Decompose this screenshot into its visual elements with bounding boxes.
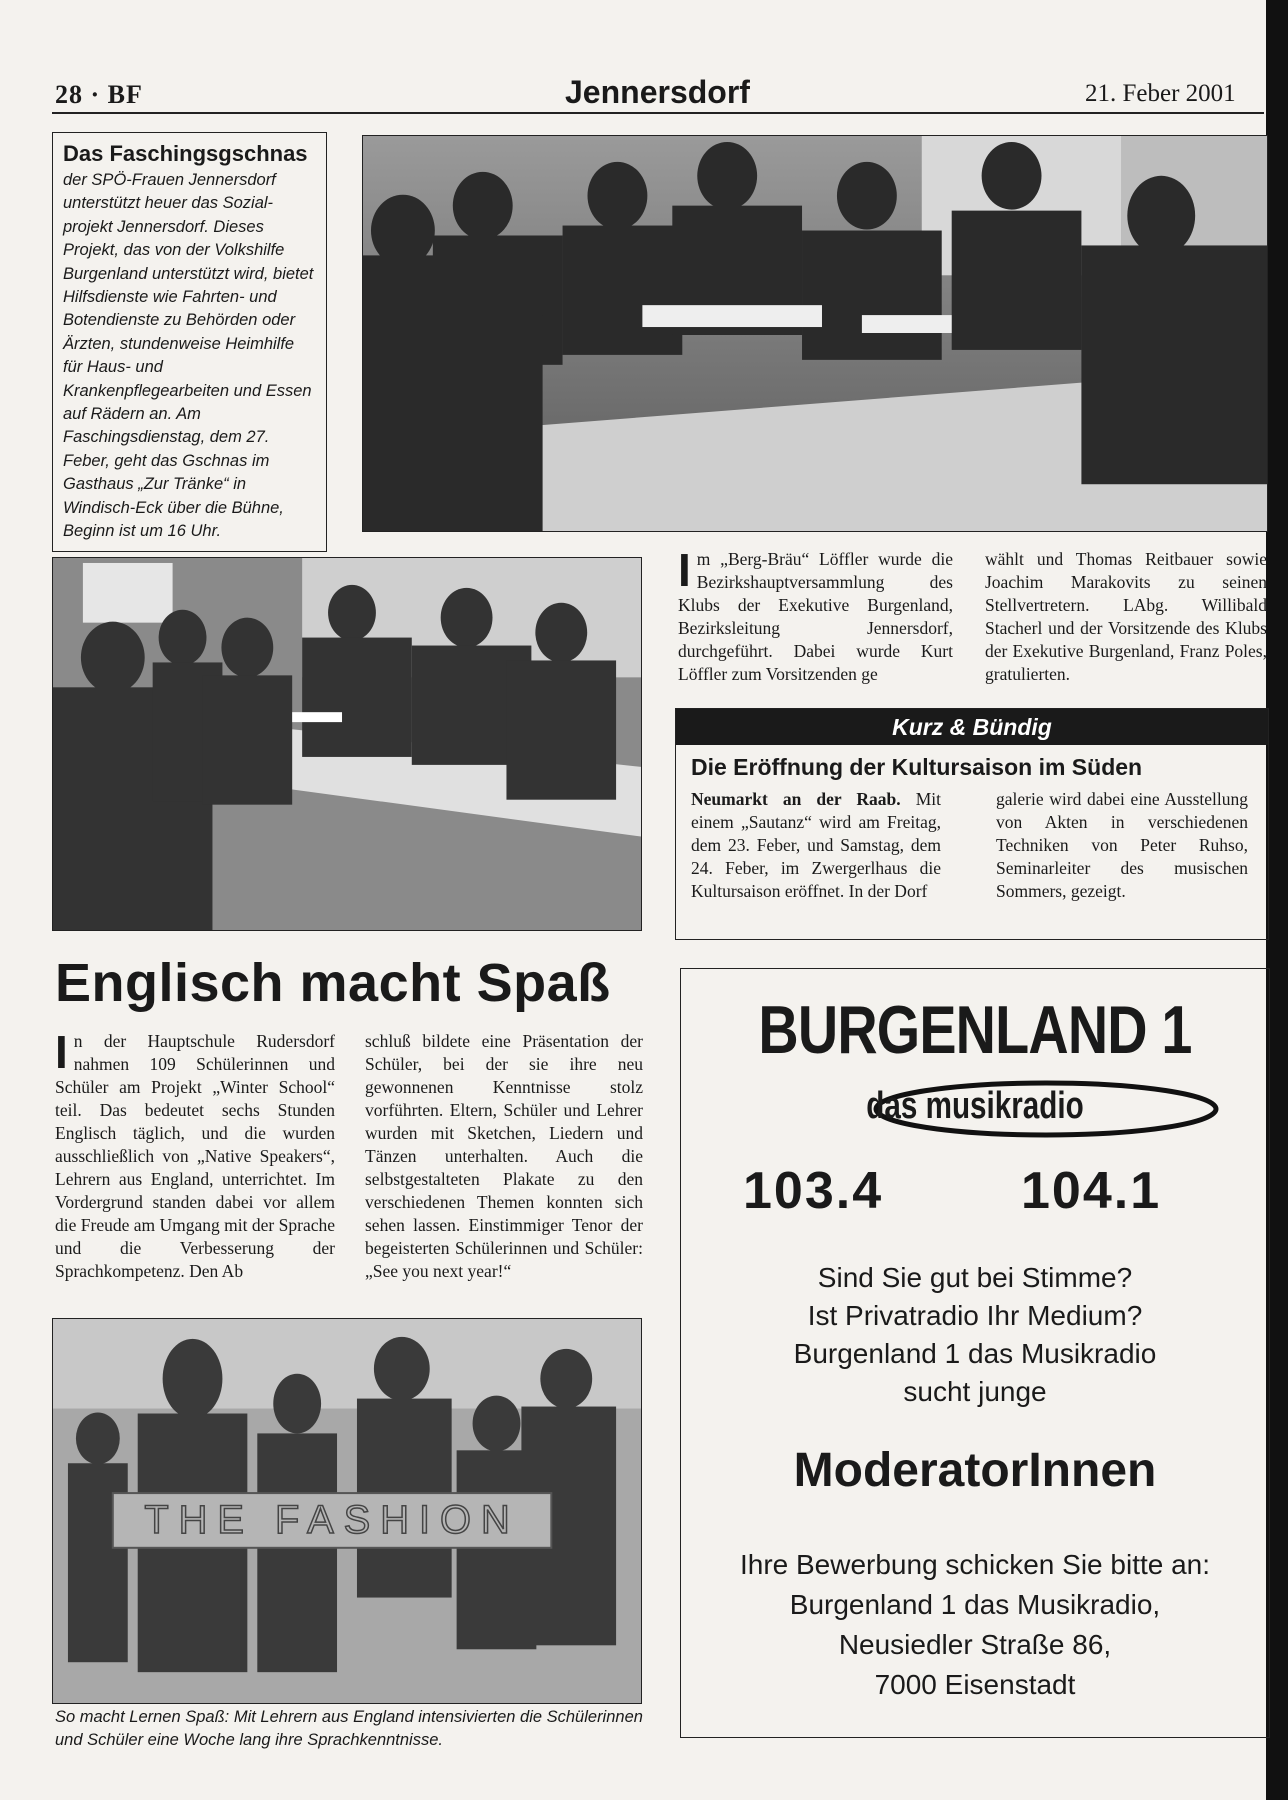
berg-dropcap: I [678,544,691,596]
englisch-col1 [55,1026,335,1283]
ad-b2: Burgenland 1 das Musikradio, [789,1589,1161,1620]
berg-braeu-col1 [678,544,953,686]
kurz-headline: Die Eröffnung der Kultursaison im Süden [691,754,1143,780]
ad-frequency-1: 103.4 [743,1162,884,1220]
kurz-col2: galerie wird dabei eine Ausstellung von Akten in verschiedenen Techniken von Peter Ruhso, Seminarleiter des musischen Sommers, gezeigt. [996,789,1248,901]
englisch-col2: schluß bildete eine Präsentation der Schüler, bei der sie ihre neu gewonnenen Kenntnisse stolz vorführten. Eltern, Schüler und Lehrer wurden mit Sketchen, Liedern und Tänzen unterhalten. Auch die selbstgestalteten Plakate zu den verschiedenen Themen konnten sich sehen lassen. Einstimmiger Tenor der begeisterten Schülerinnen und Schüler: „See you next year!“ [365,1031,643,1281]
ad-q2: Ist Privatradio Ihr Medium? [807,1300,1143,1331]
photo-meeting [362,135,1268,532]
fasching-box [52,132,327,552]
ad-frequency-2: 104.1 [1021,1162,1162,1220]
englisch-dropcap: I [55,1026,68,1078]
ad-q3: Burgenland 1 das Musikradio [793,1338,1157,1369]
berg-col1-text: m „Berg-Bräu“ Löffler wurde die Bezirkshauptversammlung des Klubs der Exekutive Burgenland, Bezirksleitung Jennersdorf, durchgeführt. Dabei wurde Kurt Löffler zum Vorsitzenden ge [678,549,953,684]
ad-b3: Neusiedler Straße 86, [838,1629,1112,1660]
ad-questions [681,1259,1269,1411]
radio-ad [680,968,1270,1738]
ad-application [681,1545,1269,1705]
ad-moderators: ModeratorInnen [793,1444,1157,1497]
ad-q4: sucht junge [903,1376,1047,1407]
issue-date: 21. Feber 2001 [1085,80,1236,107]
kurz-col1 [691,788,941,903]
ad-subtitle: das musikradio [866,1085,1084,1127]
ad-title: BURGENLAND 1 [758,992,1192,1068]
ad-b4: 7000 Eisenstadt [874,1669,1076,1700]
section-title: Jennersdorf [565,74,750,110]
ad-q1: Sind Sie gut bei Stimme? [817,1262,1133,1293]
kurz-col1-text: Mit einem „Sautanz“ wird am Freitag, dem 23. Feber, und Samstag, dem 24. Feber, im Zwergerlhaus die Kultursaison eröffnet. In der Dorf [691,789,941,901]
page-number: 28 · BF [55,80,143,109]
photo-students [52,1318,642,1704]
englisch-headline: Englisch macht Spaß [55,953,611,1013]
englisch-col1-text: n der Hauptschule Rudersdorf nahmen 109 Schülerinnen und Schüler am Projekt „Winter School“ teil. Das bedeutet sechs Stunden Englisch täglich, und die wurden ausschließlich von „Native Speakers“, Lehrern aus England, unterrichtet. Im Vordergrund standen dabei vor allem die Freude am Umgang mit der Sprache und die Verbesserung der Sprachkompetenz. Den Ab [55,1031,335,1281]
header-rule [52,112,1264,114]
photo-group-table [52,557,642,931]
fasching-title: Das Faschingsgschnas [63,141,308,166]
kurz-buendig-box [675,708,1269,940]
banner-text: THE FASHION [144,1497,520,1542]
fasching-body: der SPÖ-Frauen Jennersdorf unterstützt heuer das Sozialprojekt Jennersdorf. Dieses Projekt, das von der Volkshilfe Burgenland unterstützt wird, bietet Hilfsdienste wie Fahrten- und Botendienste zu Behörden oder Ärzten, stundenweise Heimhilfe für Haus- und Krankenpflegearbeiten und Essen auf Rädern an. Am Faschingsdienstag, dem 27. Feber, geht das Gschnas im Gasthaus „Zur Tränke“ in Windisch-Eck über die Bühne, Beginn ist um 16 Uhr. [63,171,314,541]
kurz-buendig-bar: Kurz & Bündig [676,709,1268,745]
kurz-lead: Neumarkt an der Raab. [691,789,901,809]
ad-b1: Ihre Bewerbung schicken Sie bitte an: [739,1549,1211,1580]
berg-braeu-col2: wählt und Thomas Reitbauer sowie Joachim Marakovits zu seinen Stellvertretern. LAbg. Willibald Stacherl und der Vorsitzende des Klubs der Exekutive Burgenland, Franz Poles, gratulierten. [985,549,1267,684]
photo-caption: So macht Lernen Spaß: Mit Lehrern aus England intensivierten die Schülerinnen und Schüler eine Woche lang ihre Sprachkenntnisse. [55,1708,643,1749]
